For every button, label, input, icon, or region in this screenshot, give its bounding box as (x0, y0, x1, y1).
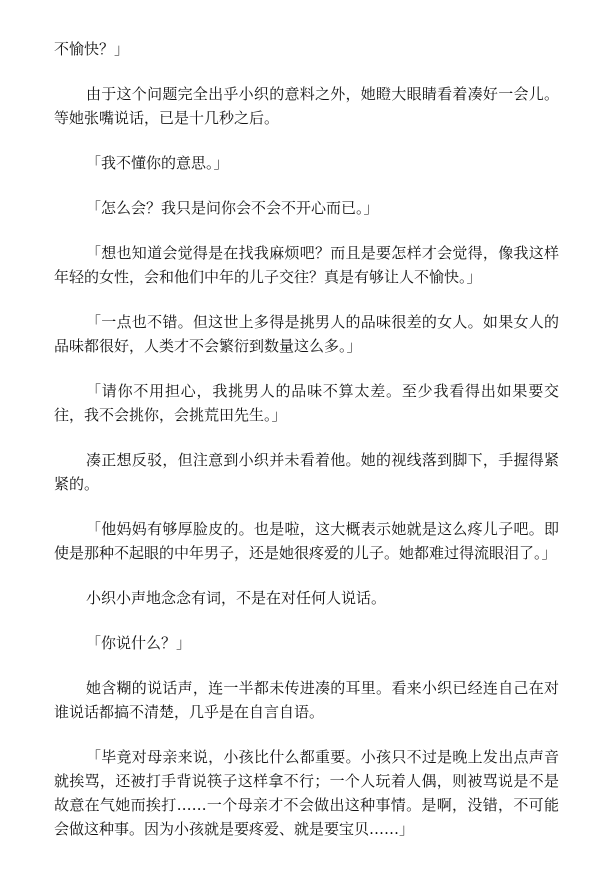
paragraph-9: 「他妈妈有够厚脸皮的。也是啦，这大概表示她就是这么疼儿子吧。即使是那种不起眼的中年男子，还是她很疼爱的儿子。她都难过得流眼泪了。」 (54, 520, 559, 562)
paragraph-7: 「请你不用担心，我挑男人的品味不算太差。至少我看得出如果要交往，我不会挑你，会挑荒田先生。」 (54, 382, 559, 424)
paragraph-1: 不愉快？」 (54, 40, 130, 58)
paragraph-8: 凑正想反驳，但注意到小织并未看着他。她的视线落到脚下，手握得紧紧的。 (54, 451, 559, 493)
paragraph-11: 「你说什么？」 (86, 634, 192, 652)
paragraph-3: 「我不懂你的意思。」 (86, 154, 229, 172)
paragraph-4: 「怎么会？我只是问你会不会不开心而已。」 (86, 199, 379, 217)
paragraph-5: 「想也知道会觉得是在找我麻烦吧？而且是要怎样才会觉得，像我这样年轻的女性，会和他们中年的儿子交往？真是有够让人不愉快。」 (54, 244, 559, 286)
paragraph-2: 由于这个问题完全出乎小织的意料之外，她瞪大眼睛看着凑好一会儿。等她张嘴说话，已是十几秒之后。 (54, 85, 559, 127)
paragraph-10: 小织小声地念念有词，不是在对任何人说话。 (86, 589, 387, 607)
paragraph-6: 「一点也不错。但这世上多得是挑男人的品味很差的女人。如果女人的品味都很好，人类才不会繁衍到数量这么多。」 (54, 313, 559, 355)
paragraph-13: 「毕竟对母亲来说，小孩比什么都重要。小孩只不过是晚上发出点声音就挨骂，还被打手背说筷子这样拿不行；一个人玩着人偶，则被骂说是不是故意在气她而挨打……一个母亲才不会做出这种事情。是啊，没错，不可能会做这种事。因为小孩就是要疼爱、就是要宝贝……」 (54, 748, 559, 838)
paragraph-12: 她含糊的说话声，连一半都未传进凑的耳里。看来小织已经连自己在对谁说话都搞不清楚，几乎是在自言自语。 (54, 679, 559, 721)
